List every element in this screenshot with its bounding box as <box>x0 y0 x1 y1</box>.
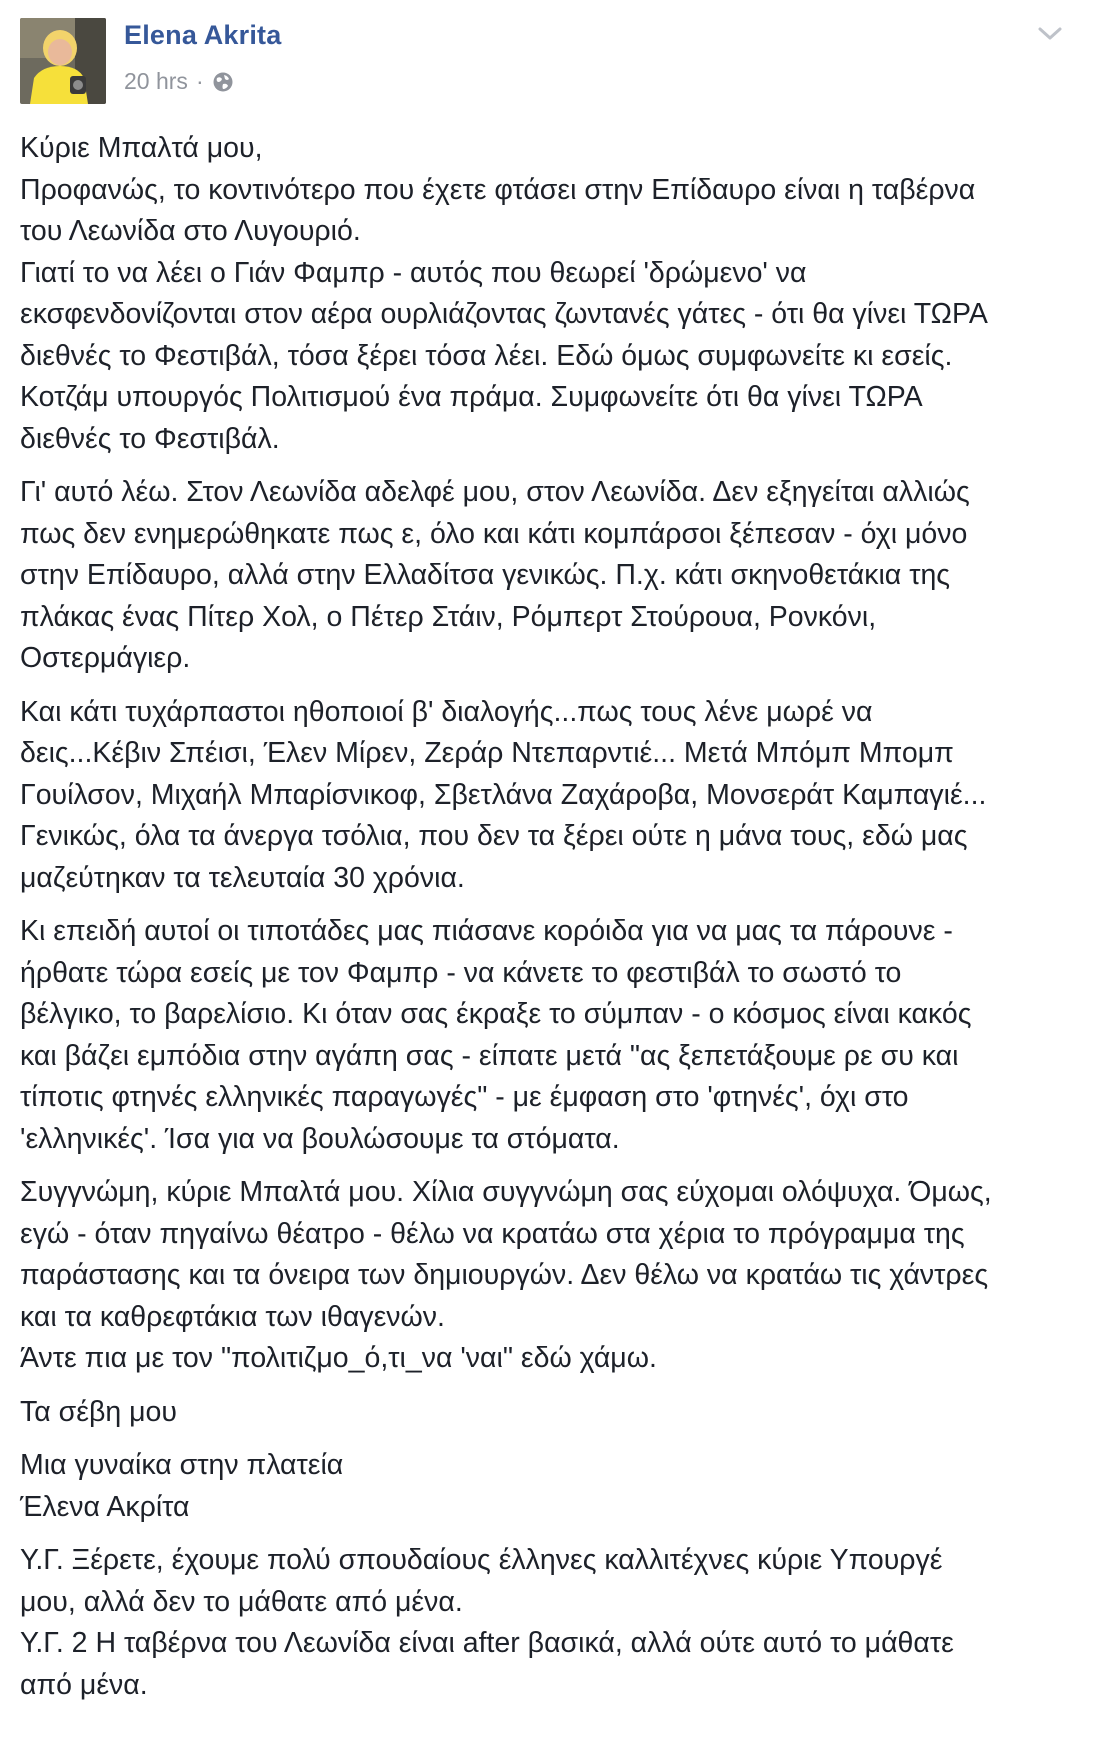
post-text-line: μαζεύτηκαν τα τελευταία 30 χρόνια. <box>20 861 465 894</box>
post-text-line: τίποτις φτηνές ελληνικές παραγωγές" - με έμφαση στο 'φτηνές', όχι στο <box>20 1081 909 1113</box>
post-text-line: εγώ - όταν πηγαίνω θέατρο - θέλω να κρατάω στα χέρια το πρόγραμμα της <box>20 1217 965 1250</box>
chevron-down-icon[interactable] <box>1037 24 1063 44</box>
post-text-line: Γι' αυτό λέω. Στον Λεωνίδα αδελφέ μου, στον Λεωνίδα. Δεν εξηγείται αλλιώς <box>20 476 970 508</box>
author-name-link[interactable]: Elena Akrita <box>124 20 282 50</box>
post-text-line: Γενικώς, όλα τα άνεργα τσόλια, που δεν τα ξέρει ούτε η μάνα τους, εδώ μας <box>20 820 968 852</box>
post-text-line: μου, αλλά δεν το μάθατε από μένα. <box>20 1585 463 1618</box>
post-text-line: Γουίλσον, Μιχαήλ Μπαρίσνικοφ, Σβετλάνα Ζαχάροβα, Μονσεράτ Καμπαγιέ... <box>20 778 987 811</box>
post-paragraph <box>20 1392 1080 1434</box>
post-text-line: Γιατί το να λέει ο Γιάν Φαμπρ - αυτός που θεωρεί 'δρώμενο' να <box>20 256 807 289</box>
post-text-line: Έλενα Ακρίτα <box>20 1490 190 1523</box>
post-text-line: Συγγνώμη, κύριε Μπαλτά μου. Χίλια συγγνώμη σας εύχομαι ολόψυχα. Όμως, <box>20 1176 992 1208</box>
meta-separator: · <box>195 68 204 94</box>
post-text-line: Κοτζάμ υπουργός Πολιτισμού ένα πράμα. Συμφωνείτε ότι θα γίνει ΤΩΡΑ <box>20 381 923 413</box>
post-text-line: διεθνές το Φεστιβάλ. <box>20 422 280 455</box>
post-paragraph <box>20 692 1080 900</box>
post-text-line: διεθνές το Φεστιβάλ, τόσα ξέρει τόσα λέει. Εδώ όμως συμφωνείτε κι εσείς. <box>20 339 953 372</box>
avatar-photo <box>20 18 106 104</box>
author-avatar[interactable] <box>20 18 106 104</box>
post-body <box>20 128 1080 1718</box>
post-text-line: Υ.Γ. Ξέρετε, έχουμε πολύ σπουδαίους έλληνες καλλιτέχνες κύριε Υπουργέ <box>20 1544 943 1576</box>
post-paragraph <box>20 911 1080 1160</box>
post-text-line: Υ.Γ. 2 Η ταβέρνα του Λεωνίδα είναι after βασικά, αλλά ούτε αυτό το μάθατε <box>20 1627 954 1659</box>
post-paragraph <box>20 472 1080 680</box>
post-text-line: Κύριε Μπαλτά μου, <box>20 132 263 164</box>
post-text-line: παράστασης και τα όνειρα των δημιουργών. Δεν θέλω να κρατάω τις χάντρες <box>20 1259 989 1291</box>
post-text-line: Κι επειδή αυτοί οι τιποτάδες μας πιάσανε κορόιδα για να μας τα πάρουνε - <box>20 915 953 947</box>
post-text-line: στην Επίδαυρο, αλλά στην Ελλαδίτσα γενικώς. Π.χ. κάτι σκηνοθετάκια της <box>20 559 951 591</box>
post-text-line: δεις...Κέβιν Σπέισι, Έλεν Μίρεν, Ζεράρ Ντεπαρντιέ... Μετά Μπόμπ Μπομπ <box>20 737 954 769</box>
post-paragraph <box>20 1172 1080 1380</box>
post-text-line: από μένα. <box>20 1668 148 1701</box>
post-text-line: Τα σέβη μου <box>20 1395 177 1428</box>
post-text-line: και τα καθρεφτάκια των ιθαγενών. <box>20 1300 445 1333</box>
post-paragraph <box>20 1445 1080 1528</box>
post-text-line: εκσφενδονίζονται στον αέρα ουρλιάζοντας ζωντανές γάτες - ότι θα γίνει ΤΩΡΑ <box>20 298 988 330</box>
post-text-line: του Λεωνίδα στο Λυγουριό. <box>20 215 361 247</box>
post-text-line: Και κάτι τυχάρπαστοι ηθοποιοί β' διαλογής...πως τους λένε μωρέ να <box>20 695 873 728</box>
post-text-line: Προφανώς, το κοντινότερο που έχετε φτάσει στην Επίδαυρο είναι η ταβέρνα <box>20 173 976 206</box>
post-text-line: πλάκας ένας Πίτερ Χολ, ο Πέτερ Στάιν, Ρόμπερτ Στούρουα, Ρονκόνι, <box>20 600 877 633</box>
post-paragraph <box>20 128 1080 460</box>
post-text-line: Άντε πια με τον "πολιτιζμο_ό,τι_να 'ναι" εδώ χάμω. <box>20 1342 657 1374</box>
post-text-line: Μια γυναίκα στην πλατεία <box>20 1449 344 1481</box>
post-timestamp[interactable]: 20 hrs <box>124 68 188 94</box>
post-meta <box>124 68 234 95</box>
post-text-line: πως δεν ενημερώθηκατε πως ε, όλο και κάτι κομπάρσοι ξέπεσαν - όχι μόνο <box>20 517 968 550</box>
post-text-line: 'ελληνικές'. Ίσα για να βουλώσουμε τα στόματα. <box>20 1122 620 1155</box>
globe-icon[interactable] <box>212 71 234 93</box>
post-text-line: ήρθατε τώρα εσείς με τον Φαμπρ - να κάνετε το φεστιβάλ το σωστό το <box>20 956 902 989</box>
post-paragraph <box>20 1540 1080 1706</box>
post-text-line: Οστερμάγιερ. <box>20 642 191 674</box>
post-text-line: και βάζει εμπόδια στην αγάπη σας - είπατε μετά "ας ξεπετάξουμε ρε συ και <box>20 1039 959 1072</box>
post-text-line: βέλγικο, το βαρελίσιο. Κι όταν σας έκραξε το σύμπαν - ο κόσμος είναι κακός <box>20 998 972 1030</box>
